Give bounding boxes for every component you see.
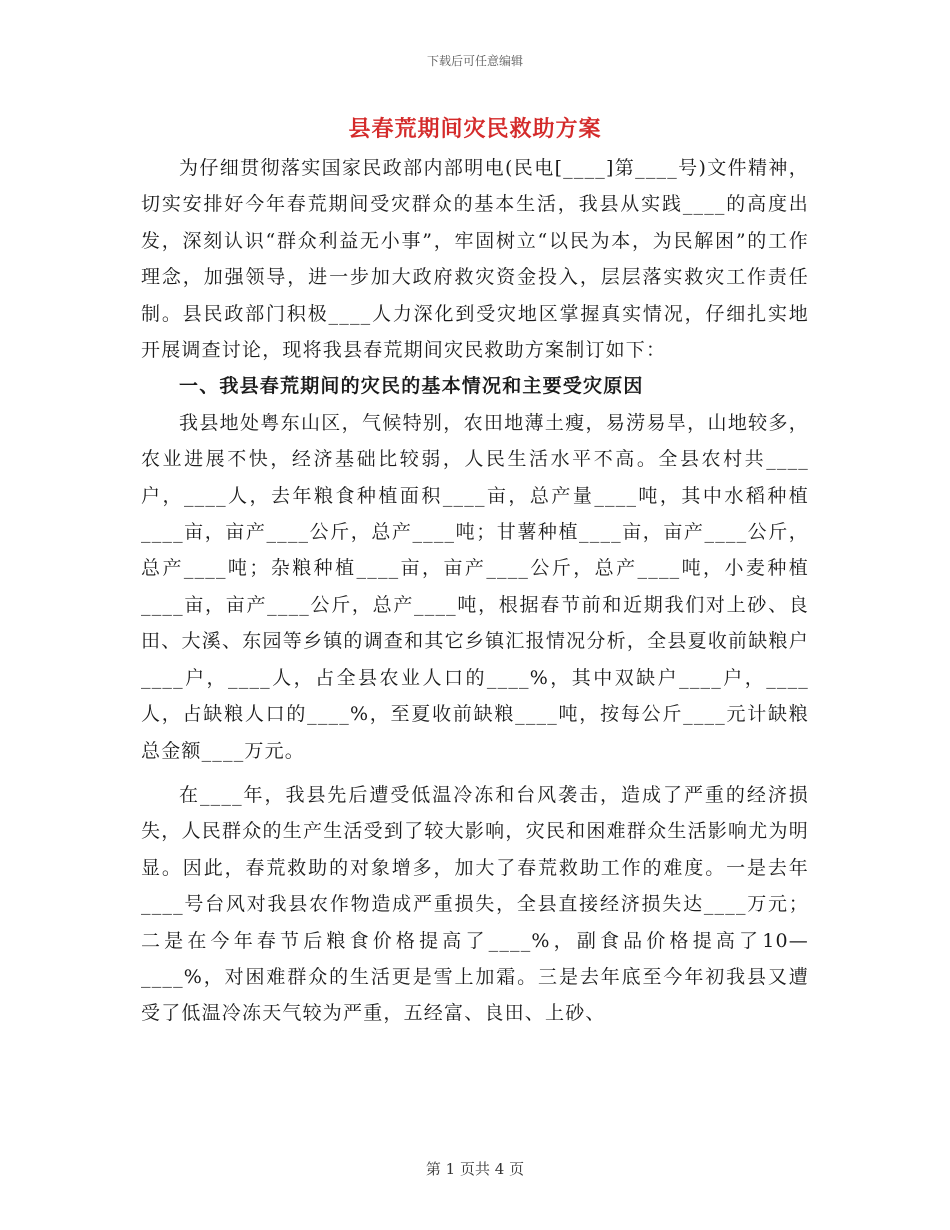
page-header-note: 下载后可任意编辑	[426, 54, 523, 68]
page-number: 第 1 页共 4 页	[425, 1160, 525, 1178]
intro-paragraph: 为仔细贯彻落实国家民政部内部明电(民电[____]第____号)文件精神，切实安排好今年春荒期间受灾群众的基本生活，我县从实践____的高度出发，深刻认识“群众利益无小事”，牢固树立“以民为本，为民解困”的工作理念，加强领导，进一步加大政府救灾资金投入，层层落实救灾工作责任制。县民政部门积极____人力深化到受灾地区掌握真实情况，仔细扎实地开展调查讨论，现将我县春荒期间灾民救助方案制订如下：	[141, 157, 809, 362]
document-title: 县春荒期间灾民救助方案	[348, 116, 602, 142]
causes-paragraph: 在____年，我县先后遭受低温冷冻和台风袭击，造成了严重的经济损失，人民群众的生产生活受到了较大影响，灾民和困难群众生活影响尤为明显。因此，春荒救助的对象增多，加大了春荒救助工作的难度。一是去年____号台风对我县农作物造成严重损失，全县直接经济损失达____万元；二是在今年春节后粮食价格提高了____%，副食品价格提高了10—____%，对困难群众的生活更是雪上加霜。三是去年底至今年初我县又遭受了低温冷冻天气较为严重，五经富、良田、上砂、	[141, 783, 809, 1025]
situation-paragraph: 我县地处粤东山区，气候特别，农田地薄土瘦，易涝易旱，山地较多，农业进展不快，经济基础比较弱，人民生活水平不高。全县农村共____户，____人，去年粮食种植面积____亩，总产量____吨，其中水稻种植____亩，亩产____公斤，总产____吨；甘薯种植____亩，亩产____公斤，总产____吨；杂粮种植____亩，亩产____公斤，总产____吨，小麦种植____亩，亩产____公斤，总产____吨，根据春节前和近期我们对上砂、良田、大溪、东园等乡镇的调查和其它乡镇汇报情况分析，全县夏收前缺粮户____户，____人，占全县农业人口的____%，其中双缺户____户，____人，占缺粮人口的____%，至夏收前缺粮____吨，按每公斤____元计缺粮总金额____万元。	[141, 411, 809, 762]
document-body	[141, 150, 809, 1032]
section-heading-1: 一、我县春荒期间的灾民的基本情况和主要受灾原因	[179, 375, 644, 398]
